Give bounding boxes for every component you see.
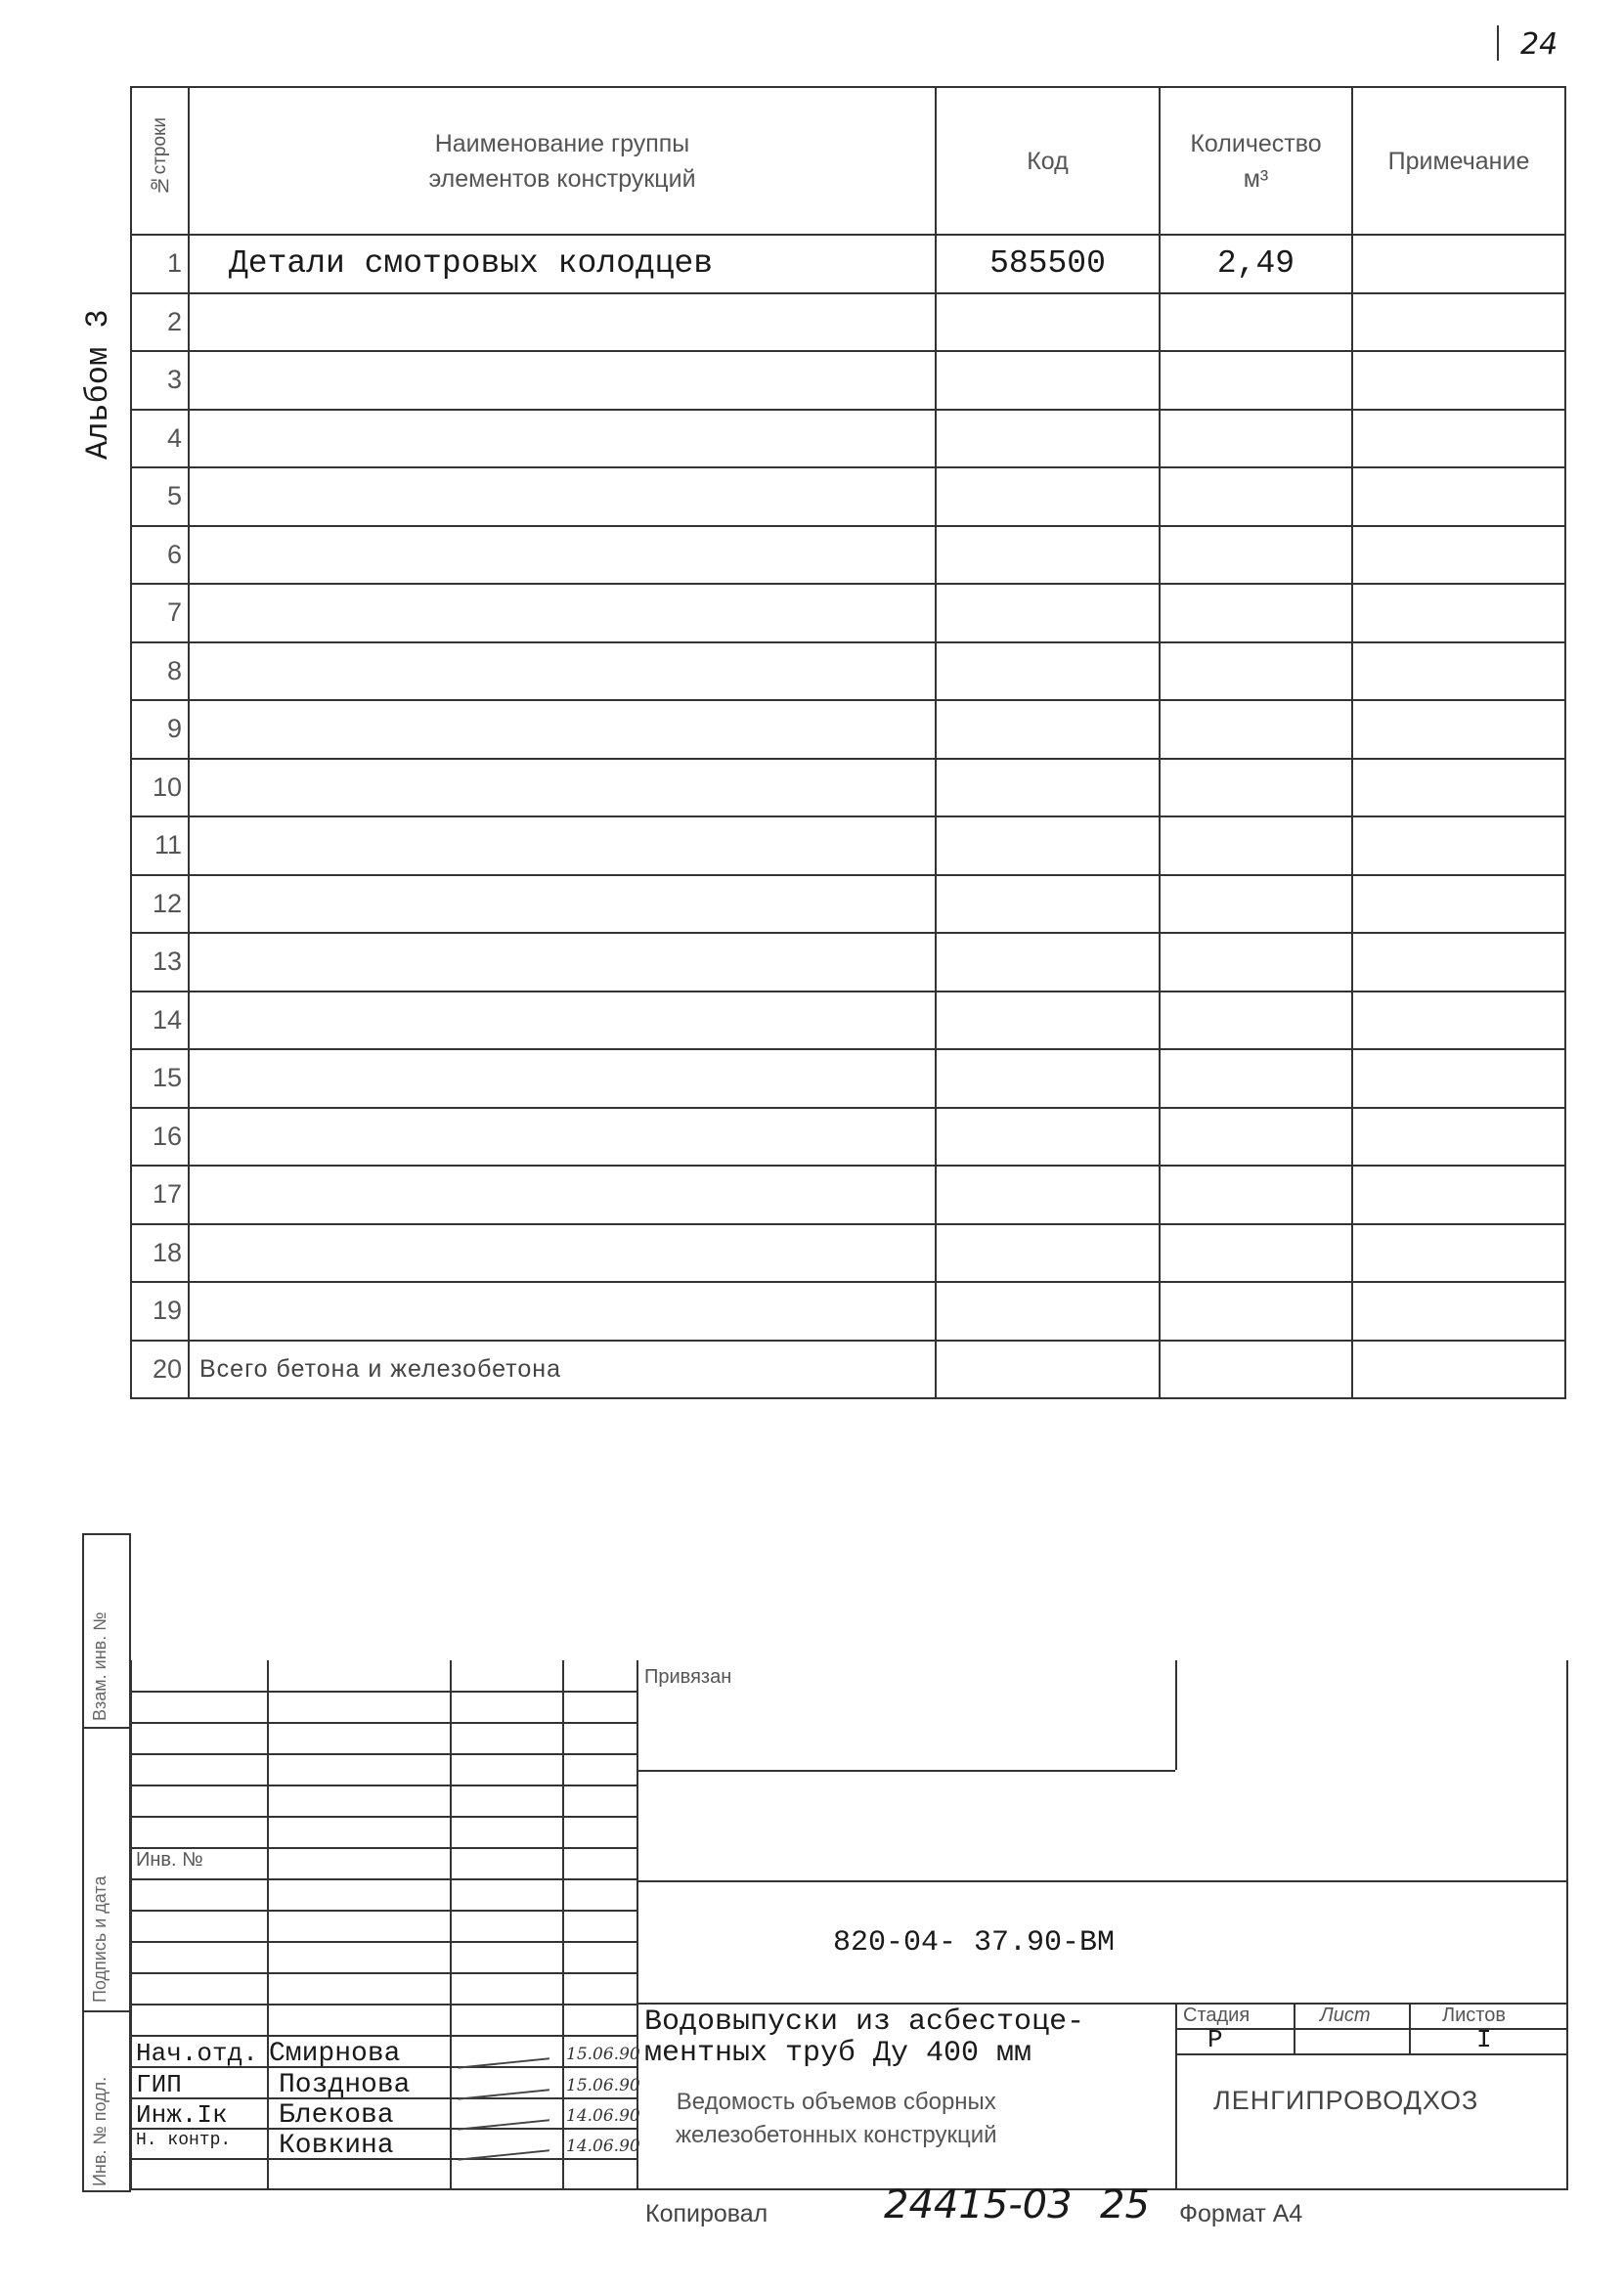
row-note: [1352, 1108, 1565, 1167]
row-name: [189, 526, 936, 585]
row-code: [936, 875, 1160, 934]
row-note: [1352, 410, 1565, 468]
table-total-row: [131, 1341, 1565, 1399]
row-code: [936, 700, 1160, 759]
row-qty: [1160, 759, 1352, 817]
stage-label: Стадия: [1183, 2005, 1251, 2026]
row-note: [1352, 351, 1565, 410]
designation: 820-04- 37.90-ВМ: [833, 1926, 1116, 1960]
table-row: [131, 816, 1565, 875]
row-number: 13: [131, 933, 189, 992]
row-name: [189, 293, 936, 352]
row-qty: [1160, 1282, 1352, 1341]
side-divider: [84, 1727, 129, 1729]
table-row: [131, 1108, 1565, 1167]
signer-date: 14.06.90: [566, 2137, 640, 2156]
organization: ЛЕНГИПРОВОДХОЗ: [1213, 2086, 1479, 2115]
table-row: [131, 1282, 1565, 1341]
row-name: [189, 1282, 936, 1341]
row-note: [1352, 584, 1565, 642]
table-row: [131, 1224, 1565, 1283]
signer-name: Ковкина: [279, 2131, 394, 2161]
signer-role: Н. контр.: [136, 2131, 232, 2150]
row-number: 6: [131, 526, 189, 585]
row-number: 7: [131, 584, 189, 642]
row-name: [189, 1224, 936, 1283]
table-row: [131, 875, 1565, 934]
doc-title-line2: ментных труб Ду 400 мм: [644, 2037, 1032, 2070]
row-note: [1352, 933, 1565, 992]
total-row-number: 20: [131, 1341, 189, 1399]
row-note: [1352, 526, 1565, 585]
signature-mark: [459, 2099, 555, 2130]
row-number: 19: [131, 1282, 189, 1341]
row-qty: 2,49: [1160, 235, 1352, 293]
row-code: [936, 642, 1160, 701]
row-note: [1352, 235, 1565, 293]
row-name: [189, 584, 936, 642]
row-number: 5: [131, 467, 189, 526]
format-label: Формат А4: [1179, 2200, 1303, 2227]
table-row: [131, 1166, 1565, 1224]
table-row: [131, 759, 1565, 817]
row-note: [1352, 816, 1565, 875]
row-code: [936, 759, 1160, 817]
row-name: [189, 642, 936, 701]
header-code: Код: [936, 87, 1160, 235]
table-row: [131, 992, 1565, 1050]
row-name: [189, 1166, 936, 1224]
row-note: [1352, 875, 1565, 934]
row-name: [189, 933, 936, 992]
row-qty: [1160, 642, 1352, 701]
row-code: [936, 1049, 1160, 1108]
row-qty: [1160, 467, 1352, 526]
header-note: Примечание: [1352, 87, 1565, 235]
row-number: 16: [131, 1108, 189, 1167]
row-code: [936, 1282, 1160, 1341]
privyazan-label: Привязан: [644, 1666, 732, 1688]
inv-no-label: Инв. №: [136, 1849, 203, 1871]
row-code: 585500: [936, 235, 1160, 293]
footer-sheet: 25: [1100, 2182, 1150, 2227]
doc-subtitle-line2: железобетонных конструкций: [676, 2122, 997, 2148]
row-number: 10: [131, 759, 189, 817]
row-code: [936, 992, 1160, 1050]
doc-title-line1: Водовыпуски из асбестоце-: [644, 2006, 1085, 2039]
signer-name: Позднова: [279, 2070, 411, 2100]
row-qty: [1160, 1166, 1352, 1224]
row-qty: [1160, 293, 1352, 352]
sheet-label: Лист: [1320, 2005, 1371, 2026]
row-name: [189, 351, 936, 410]
row-code: [936, 293, 1160, 352]
row-code: [936, 467, 1160, 526]
row-note: [1352, 642, 1565, 701]
signer-date: 14.06.90: [566, 2106, 640, 2126]
spec-table: [130, 86, 1566, 1399]
row-code: [936, 1108, 1160, 1167]
table-row: [131, 933, 1565, 992]
header-qty-line1: Количество: [1190, 129, 1322, 157]
doc-number: 24415-03: [884, 2182, 1073, 2227]
row-name: [189, 700, 936, 759]
row-code: [936, 816, 1160, 875]
doc-subtitle-line1: Ведомость объемов сборных: [676, 2089, 996, 2115]
row-number: 1: [131, 235, 189, 293]
row-note: [1352, 1166, 1565, 1224]
row-name: [189, 816, 936, 875]
row-name: Детали смотровых колодцев: [189, 235, 936, 293]
signer-role: Нач.отд.: [136, 2039, 258, 2068]
total-qty: [1160, 1341, 1352, 1399]
header-qty-line2: м³: [1243, 164, 1269, 193]
row-note: [1352, 759, 1565, 817]
signer-date: 15.06.90: [566, 2076, 640, 2095]
album-label: Альбом 3: [80, 309, 116, 460]
table-row: [131, 526, 1565, 585]
side-label-podpis: Подпись и дата: [90, 1875, 110, 2003]
signer-role: ГИП: [136, 2070, 182, 2099]
row-qty: [1160, 933, 1352, 992]
row-name: [189, 1049, 936, 1108]
row-number: 15: [131, 1049, 189, 1108]
row-qty: [1160, 1108, 1352, 1167]
header-qty: [1160, 87, 1352, 235]
copied-label: Копировал: [645, 2200, 768, 2227]
row-qty: [1160, 875, 1352, 934]
row-note: [1352, 293, 1565, 352]
total-code: [936, 1341, 1160, 1399]
row-code: [936, 933, 1160, 992]
signer-name: Блекова: [279, 2100, 394, 2131]
row-code: [936, 351, 1160, 410]
row-qty: [1160, 584, 1352, 642]
table-row: [131, 584, 1565, 642]
row-code: [936, 584, 1160, 642]
table-row: [131, 700, 1565, 759]
title-block: [130, 1660, 1568, 2190]
row-number: 9: [131, 700, 189, 759]
row-note: [1352, 700, 1565, 759]
table-row: [131, 351, 1565, 410]
stage-value: Р: [1207, 2025, 1223, 2054]
row-code: [936, 1224, 1160, 1283]
header-row-no: №строки: [131, 87, 189, 235]
row-number: 17: [131, 1166, 189, 1224]
row-qty: [1160, 1049, 1352, 1108]
row-qty: [1160, 410, 1352, 468]
row-code: [936, 526, 1160, 585]
table-row: [131, 235, 1565, 293]
header-name-line1: Наименование группы: [434, 129, 690, 157]
table-row: [131, 410, 1565, 468]
row-code: [936, 410, 1160, 468]
row-qty: [1160, 526, 1352, 585]
table-row: [131, 467, 1565, 526]
doc-subtitle: [676, 2086, 997, 2152]
row-qty: [1160, 816, 1352, 875]
header-name: [189, 87, 936, 235]
row-number: 11: [131, 816, 189, 875]
row-note: [1352, 1049, 1565, 1108]
row-name: [189, 992, 936, 1050]
row-note: [1352, 1224, 1565, 1283]
signer-date: 15.06.90: [566, 2045, 640, 2064]
table-header-row: [131, 87, 1565, 235]
side-label-vzam: Взам. инв. №: [90, 1611, 110, 1721]
row-name: [189, 759, 936, 817]
total-note: [1352, 1341, 1565, 1399]
table-row: [131, 642, 1565, 701]
sheets-value: I: [1476, 2025, 1492, 2054]
row-number: 14: [131, 992, 189, 1050]
side-strip: [82, 1533, 131, 2192]
row-number: 4: [131, 410, 189, 468]
signature-mark: [459, 2038, 555, 2068]
side-divider: [84, 2010, 129, 2012]
doc-title: [644, 2006, 1084, 2069]
row-number: 18: [131, 1224, 189, 1283]
row-note: [1352, 467, 1565, 526]
row-number: 3: [131, 351, 189, 410]
signer-role: Инж.Iк: [136, 2100, 228, 2130]
row-number: 12: [131, 875, 189, 934]
row-qty: [1160, 700, 1352, 759]
row-note: [1352, 992, 1565, 1050]
signature-mark: [459, 2130, 555, 2160]
table-row: [131, 1049, 1565, 1108]
signature-mark: [459, 2069, 555, 2099]
signer-name: Смирнова: [269, 2039, 401, 2069]
row-number: 8: [131, 642, 189, 701]
row-code: [936, 1166, 1160, 1224]
side-label-inv-podl: Инв. № подл.: [90, 2076, 110, 2186]
row-name: [189, 875, 936, 934]
sheet-number: 24: [1520, 27, 1558, 62]
row-note: [1352, 1282, 1565, 1341]
row-name: [189, 410, 936, 468]
total-label: Всего бетона и железобетона: [189, 1341, 936, 1399]
sheets-label: Листов: [1442, 2005, 1506, 2026]
header-name-line2: элементов конструкций: [428, 164, 696, 193]
table-row: [131, 293, 1565, 352]
row-name: [189, 1108, 936, 1167]
row-name: [189, 467, 936, 526]
row-qty: [1160, 351, 1352, 410]
row-number: 2: [131, 293, 189, 352]
row-qty: [1160, 992, 1352, 1050]
row-qty: [1160, 1224, 1352, 1283]
